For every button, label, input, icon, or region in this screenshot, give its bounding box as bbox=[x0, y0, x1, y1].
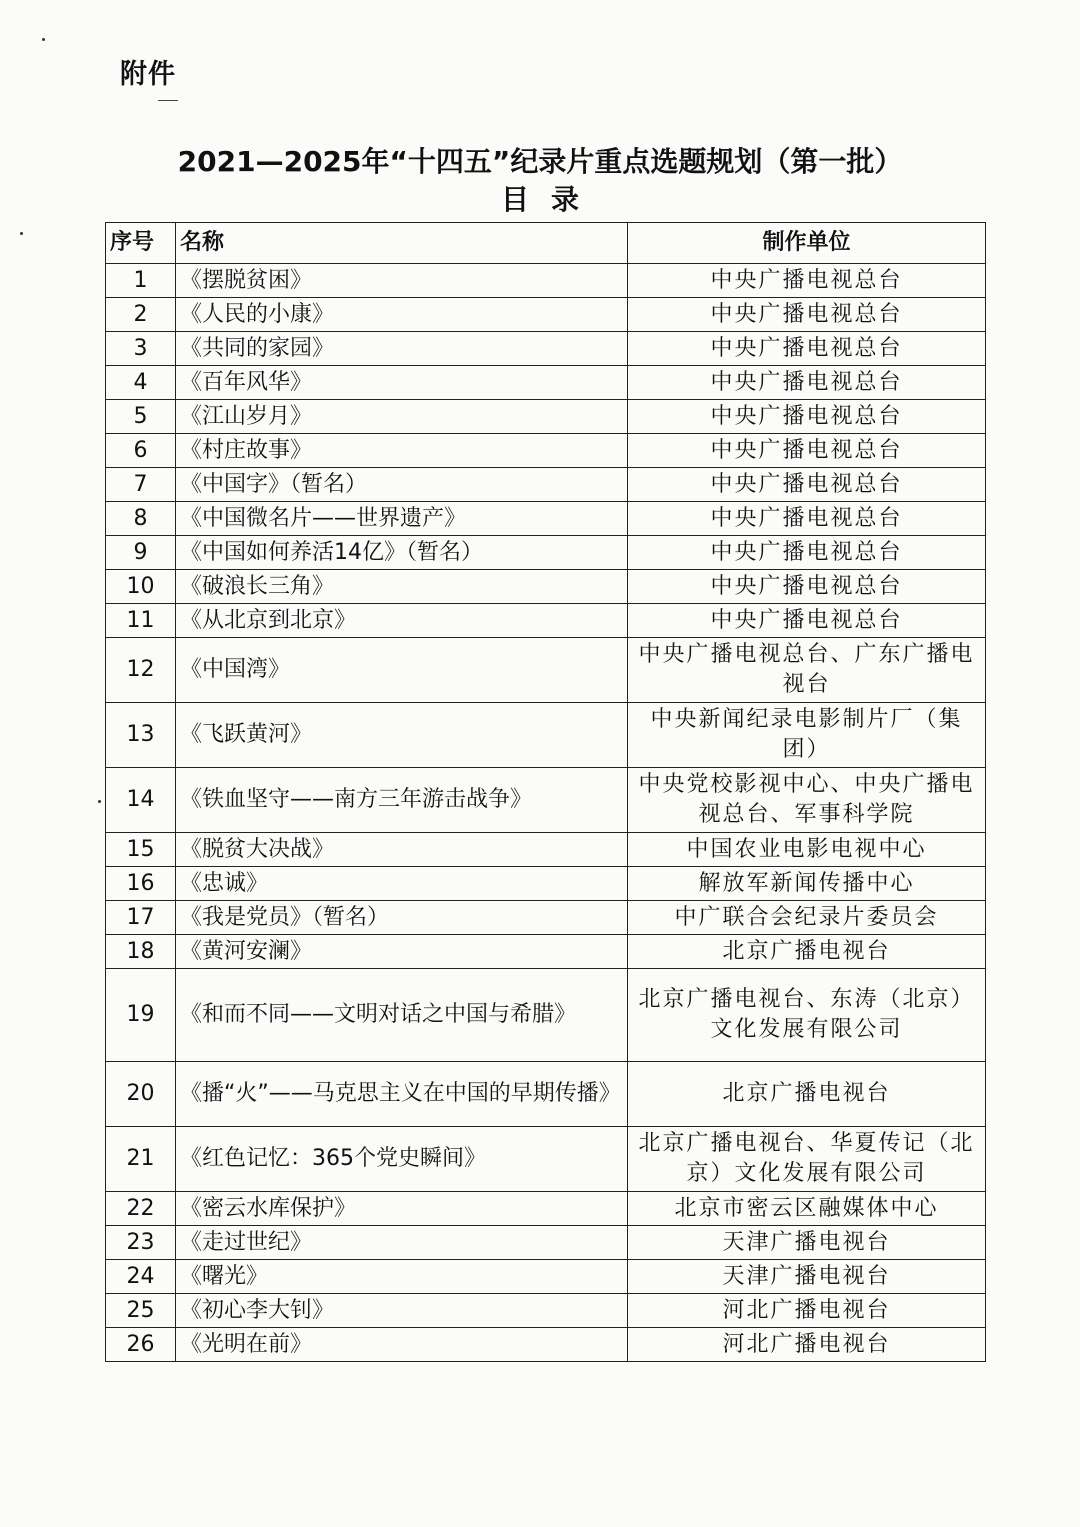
row-name: 《初心李大钊》 bbox=[176, 1294, 628, 1328]
table-row bbox=[106, 833, 986, 867]
row-number: 10 bbox=[106, 570, 176, 604]
row-name: 《中国湾》 bbox=[176, 638, 628, 703]
document-subtitle: 目录 bbox=[500, 183, 601, 216]
scan-speck bbox=[98, 800, 101, 803]
table-row bbox=[106, 604, 986, 638]
row-unit: 中央广播电视总台、广东广播电视台 bbox=[628, 638, 986, 703]
row-name: 《村庄故事》 bbox=[176, 434, 628, 468]
row-name: 《中国微名片——世界遗产》 bbox=[176, 502, 628, 536]
row-number: 6 bbox=[106, 434, 176, 468]
row-number: 1 bbox=[106, 264, 176, 298]
row-number: 23 bbox=[106, 1226, 176, 1260]
row-name: 《脱贫大决战》 bbox=[176, 833, 628, 867]
row-number: 19 bbox=[106, 969, 176, 1062]
table-row bbox=[106, 434, 986, 468]
row-number: 9 bbox=[106, 536, 176, 570]
row-name: 《红色记忆：365个党史瞬间》 bbox=[176, 1127, 628, 1192]
row-number: 21 bbox=[106, 1127, 176, 1192]
row-number: 3 bbox=[106, 332, 176, 366]
row-name: 《中国如何养活14亿》（暂名） bbox=[176, 536, 628, 570]
table-body bbox=[106, 264, 986, 1362]
row-name: 《和而不同——文明对话之中国与希腊》 bbox=[176, 969, 628, 1062]
table-row bbox=[106, 536, 986, 570]
table-row bbox=[106, 1328, 986, 1362]
table-row bbox=[106, 502, 986, 536]
row-name: 《摆脱贫困》 bbox=[176, 264, 628, 298]
row-number: 22 bbox=[106, 1192, 176, 1226]
row-name: 《中国字》（暂名） bbox=[176, 468, 628, 502]
row-unit: 中央广播电视总台 bbox=[628, 604, 986, 638]
row-name: 《播“火”——马克思主义在中国的早期传播》 bbox=[176, 1062, 628, 1127]
column-header-unit: 制作单位 bbox=[628, 223, 986, 264]
table-row bbox=[106, 1260, 986, 1294]
row-name: 《铁血坚守——南方三年游击战争》 bbox=[176, 768, 628, 833]
row-number: 16 bbox=[106, 867, 176, 901]
table-row bbox=[106, 638, 986, 703]
table-row bbox=[106, 1127, 986, 1192]
row-number: 26 bbox=[106, 1328, 176, 1362]
row-name: 《走过世纪》 bbox=[176, 1226, 628, 1260]
row-number: 20 bbox=[106, 1062, 176, 1127]
row-name: 《破浪长三角》 bbox=[176, 570, 628, 604]
attachment-underline bbox=[158, 100, 178, 101]
table-header-row bbox=[106, 223, 986, 264]
row-unit: 北京广播电视台、华夏传记（北京）文化发展有限公司 bbox=[628, 1127, 986, 1192]
table-row bbox=[106, 867, 986, 901]
row-number: 7 bbox=[106, 468, 176, 502]
row-name: 《黄河安澜》 bbox=[176, 935, 628, 969]
column-header-name: 名称 bbox=[176, 223, 628, 264]
row-unit: 中央广播电视总台 bbox=[628, 400, 986, 434]
row-unit: 天津广播电视台 bbox=[628, 1226, 986, 1260]
row-unit: 中国农业电影电视中心 bbox=[628, 833, 986, 867]
row-name: 《我是党员》（暂名） bbox=[176, 901, 628, 935]
row-unit: 中央广播电视总台 bbox=[628, 332, 986, 366]
row-unit: 中央广播电视总台 bbox=[628, 502, 986, 536]
row-name: 《人民的小康》 bbox=[176, 298, 628, 332]
scan-speck bbox=[20, 232, 23, 235]
row-number: 17 bbox=[106, 901, 176, 935]
table-row bbox=[106, 935, 986, 969]
table-row bbox=[106, 400, 986, 434]
row-name: 《从北京到北京》 bbox=[176, 604, 628, 638]
row-name: 《密云水库保护》 bbox=[176, 1192, 628, 1226]
row-number: 11 bbox=[106, 604, 176, 638]
row-number: 12 bbox=[106, 638, 176, 703]
row-unit: 中央广播电视总台 bbox=[628, 468, 986, 502]
row-unit: 中央新闻纪录电影制片厂（集团） bbox=[628, 703, 986, 768]
table-row bbox=[106, 332, 986, 366]
table-row bbox=[106, 298, 986, 332]
table-row bbox=[106, 1062, 986, 1127]
row-name: 《飞跃黄河》 bbox=[176, 703, 628, 768]
row-number: 4 bbox=[106, 366, 176, 400]
table-row bbox=[106, 1192, 986, 1226]
row-number: 14 bbox=[106, 768, 176, 833]
document-title: 2021—2025年“十四五”纪录片重点选题规划（第一批） bbox=[177, 145, 903, 178]
table-row bbox=[106, 468, 986, 502]
table-row bbox=[106, 969, 986, 1062]
table-row bbox=[106, 901, 986, 935]
row-unit: 北京市密云区融媒体中心 bbox=[628, 1192, 986, 1226]
table-row bbox=[106, 570, 986, 604]
table-row bbox=[106, 264, 986, 298]
catalog-table bbox=[105, 222, 986, 1362]
row-number: 8 bbox=[106, 502, 176, 536]
row-unit: 北京广播电视台、东涛（北京）文化发展有限公司 bbox=[628, 969, 986, 1062]
table-row bbox=[106, 768, 986, 833]
row-unit: 中广联合会纪录片委员会 bbox=[628, 901, 986, 935]
row-number: 2 bbox=[106, 298, 176, 332]
row-unit: 河北广播电视台 bbox=[628, 1328, 986, 1362]
scan-speck bbox=[42, 38, 45, 41]
table-row bbox=[106, 366, 986, 400]
row-unit: 中央广播电视总台 bbox=[628, 434, 986, 468]
row-unit: 中央广播电视总台 bbox=[628, 298, 986, 332]
column-header-number: 序号 bbox=[106, 223, 176, 264]
row-unit: 河北广播电视台 bbox=[628, 1294, 986, 1328]
row-unit: 解放军新闻传播中心 bbox=[628, 867, 986, 901]
row-name: 《曙光》 bbox=[176, 1260, 628, 1294]
attachment-label: 附件 bbox=[120, 59, 176, 90]
table-row bbox=[106, 1226, 986, 1260]
row-unit: 中央党校影视中心、中央广播电视总台、军事科学院 bbox=[628, 768, 986, 833]
row-number: 24 bbox=[106, 1260, 176, 1294]
row-number: 15 bbox=[106, 833, 176, 867]
row-unit: 中央广播电视总台 bbox=[628, 570, 986, 604]
row-unit: 中央广播电视总台 bbox=[628, 366, 986, 400]
row-number: 5 bbox=[106, 400, 176, 434]
row-number: 25 bbox=[106, 1294, 176, 1328]
row-unit: 中央广播电视总台 bbox=[628, 536, 986, 570]
table-row bbox=[106, 1294, 986, 1328]
row-name: 《共同的家园》 bbox=[176, 332, 628, 366]
row-name: 《江山岁月》 bbox=[176, 400, 628, 434]
row-unit: 北京广播电视台 bbox=[628, 1062, 986, 1127]
row-name: 《百年风华》 bbox=[176, 366, 628, 400]
row-number: 13 bbox=[106, 703, 176, 768]
row-number: 18 bbox=[106, 935, 176, 969]
row-unit: 中央广播电视总台 bbox=[628, 264, 986, 298]
row-unit: 北京广播电视台 bbox=[628, 935, 986, 969]
row-unit: 天津广播电视台 bbox=[628, 1260, 986, 1294]
row-name: 《忠诚》 bbox=[176, 867, 628, 901]
table-row bbox=[106, 703, 986, 768]
row-name: 《光明在前》 bbox=[176, 1328, 628, 1362]
